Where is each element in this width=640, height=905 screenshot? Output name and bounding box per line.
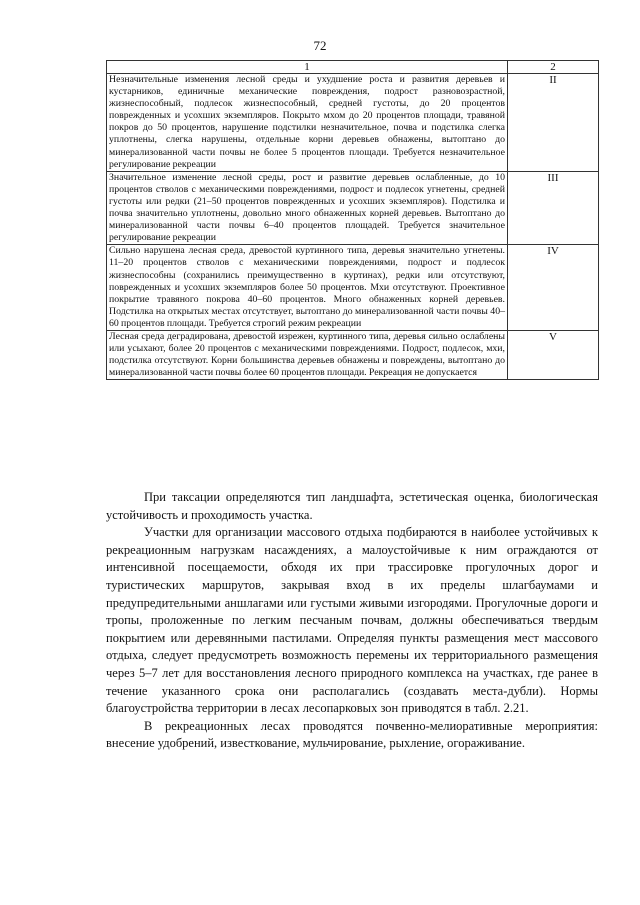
row-description: Сильно нарушена лесная среда, древостой куртинного типа, деревья значительно угнетены. 11–20 процентов стволов с механическими повреждениями, подрост и подлесок жизнеспособны (сохранились преимущественно в куртинах), редки или отсутствуют, поврежденных и усохших экземпляров более 50 процентов. Мхи отсутствуют. Проективное покрытие травяного покрова 40–60 процентов. Много обнаженных корней деревьев. Подстилка на открытых местах отсутствует, вытоптано до минерализованной части почвы 40–60 процентов площади. Требуется строгий режим рекреации: [107, 245, 508, 331]
row-description: Значительное изменение лесной среды, рост и развитие деревьев ослабленные, до 10 процентов стволов с механическими повреждениями, подрост и подлесок угнетены, средней густоты или редки (21–50 процентов поврежденных и усохших экземпляров). Подстилка и почва значительно уплотнены, довольно много обнаженных корней деревьев. Вытоптано до минерализованной части почвы 6–40 процентов площадей. Требуется значительное регулирование рекреации: [107, 171, 508, 245]
table-header-row: [107, 61, 599, 74]
table-row: [107, 245, 599, 331]
row-description: Лесная среда деградирована, древостой изрежен, куртинного типа, деревья сильно ослаблены или усыхают, более 20 процентов с механическими повреждениями. Подрост, подлесок, мхи, подстилка отсутствуют. Корни большинства деревьев обнажены и повреждены, вытоптано до минерализованной части почвы более 60 процентов площади. Рекреация не допускается: [107, 330, 508, 379]
table-row: [107, 171, 599, 245]
row-description: Незначительные изменения лесной среды и ухудшение роста и развития деревьев и кустарников, единичные механические повреждения, подрост разновозрастной, жизнеспособный, подлесок жизнеспособный, средней густоты, до 20 процентов поврежденных и усохших экземпляров. Покрыто мхом до 20 процентов площади, травяной покров до 50 процентов, нарушение подстилки незначительное, почва и подстилка слегка уплотнены, слегка нарушены, отдельные корни деревьев обнажены, вытоптано до минерализованной части почвы не более 5 процентов площади. Требуется незначительное регулирование рекреации: [107, 74, 508, 172]
table-row: [107, 330, 599, 379]
paragraph-taxation: При таксации определяются тип ландшафта, эстетическая оценка, биологическая устойчивость и проходимость участка.: [106, 490, 598, 522]
table-row: [107, 74, 599, 172]
column-header-1: 1: [107, 61, 508, 74]
page-number: 72: [313, 38, 327, 53]
row-class: II: [508, 74, 599, 172]
column-header-2: 2: [508, 61, 599, 74]
recreation-class-table: [106, 60, 599, 380]
body-text: [106, 489, 598, 753]
row-class: IV: [508, 245, 599, 331]
row-class: III: [508, 171, 599, 245]
row-class: V: [508, 330, 599, 379]
paragraph-recreation-sites: Участки для организации массового отдыха подбираются в наиболее устойчивых к рекреационным нагрузкам насаждениях, а малоустойчивые к ним ограждаются от интенсивной посещаемости, обходя их при трассировке прогулочных дорог и туристических маршрутов, закрывая вход в их пределы шлагбаумами и предупредительными аншлагами или густыми живыми изгородями. Прогулочные дороги и тропы, проложенные по легким песчаным почвам, должны обеспечиваться твердым покрытием или деревянными пастилами. Определяя пункты размещения мест массового отдыха, следует предусмотреть возможность перемены их территориального размещения через 5–7 лет для восстановления лесного природного комплекса на участках, где ранее в течение указанного срока они располагались (создавать места-дубли). Нормы благоустройства территории в лесах лесопарковых зон приводятся в табл. 2.21.: [106, 525, 598, 716]
paragraph-soil-measures: В рекреационных лесах проводятся почвенно-мелиоративные мероприятия: внесение удобрений, известкование, мульчирование, рыхление, огораживание.: [106, 718, 598, 751]
